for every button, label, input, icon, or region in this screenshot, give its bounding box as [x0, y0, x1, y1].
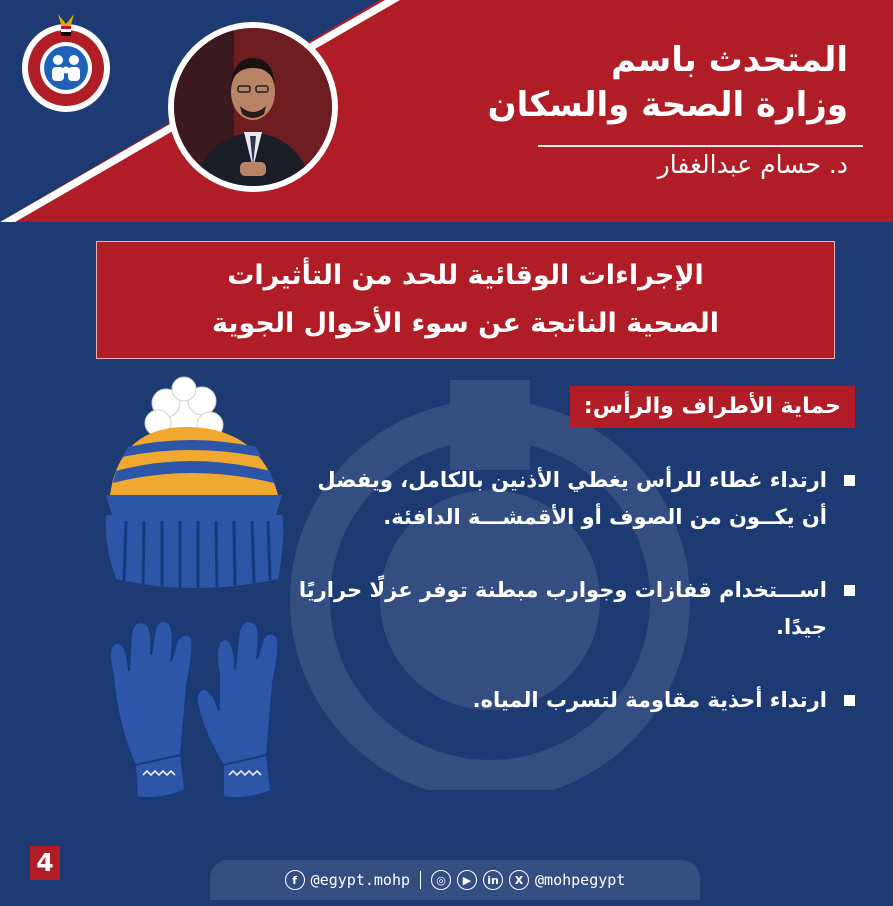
facebook-handle[interactable]: @egypt.mohp	[310, 871, 411, 889]
social-divider	[420, 871, 421, 889]
list-item	[295, 462, 855, 536]
title-divider	[538, 145, 863, 147]
social-handle[interactable]: @mohpegypt	[535, 871, 626, 889]
list-item	[295, 682, 855, 719]
bullet-list	[295, 462, 855, 719]
bullet-text: اســـتخدام قفازات وجوارب مبطنة توفر عزلًا حراريًا جيدًا.	[298, 578, 827, 639]
speaker-name: د. حسام عبدالغفار	[657, 150, 848, 179]
bullet-square-icon	[844, 695, 855, 706]
page-number: 4	[30, 846, 60, 880]
instagram-icon[interactable]: ◎	[431, 870, 451, 890]
x-icon[interactable]: X	[509, 870, 529, 890]
bullet-square-icon	[844, 585, 855, 596]
headline-box	[96, 241, 835, 359]
header-title	[428, 38, 848, 128]
social-bar	[210, 860, 700, 900]
section-label: حماية الأطراف والرأس:	[570, 386, 855, 428]
headline-line1: الإجراءات الوقائية للحد من التأثيرات	[227, 260, 704, 291]
speaker-portrait	[168, 22, 338, 192]
list-item	[295, 572, 855, 646]
winter-hat-illustration	[100, 375, 290, 619]
title-line1: المتحدث باسم	[611, 40, 848, 80]
ministry-logo	[14, 10, 118, 114]
linkedin-icon[interactable]: in	[483, 870, 503, 890]
title-line2: وزارة الصحة والسكان	[487, 85, 848, 125]
facebook-icon[interactable]: f	[285, 870, 305, 890]
headline-line2: الصحية الناتجة عن سوء الأحوال الجوية	[211, 308, 720, 339]
bullet-square-icon	[844, 475, 855, 486]
gloves-illustration	[95, 615, 295, 819]
youtube-icon[interactable]: ▶	[457, 870, 477, 890]
bullet-text: ارتداء غطاء للرأس يغطي الأذنين بالكامل، ويفضل أن يكــون من الصوف أو الأقمشـــة الدافئة.	[317, 468, 827, 529]
bullet-text: ارتداء أحذية مقاومة لتسرب المياه.	[472, 688, 827, 712]
